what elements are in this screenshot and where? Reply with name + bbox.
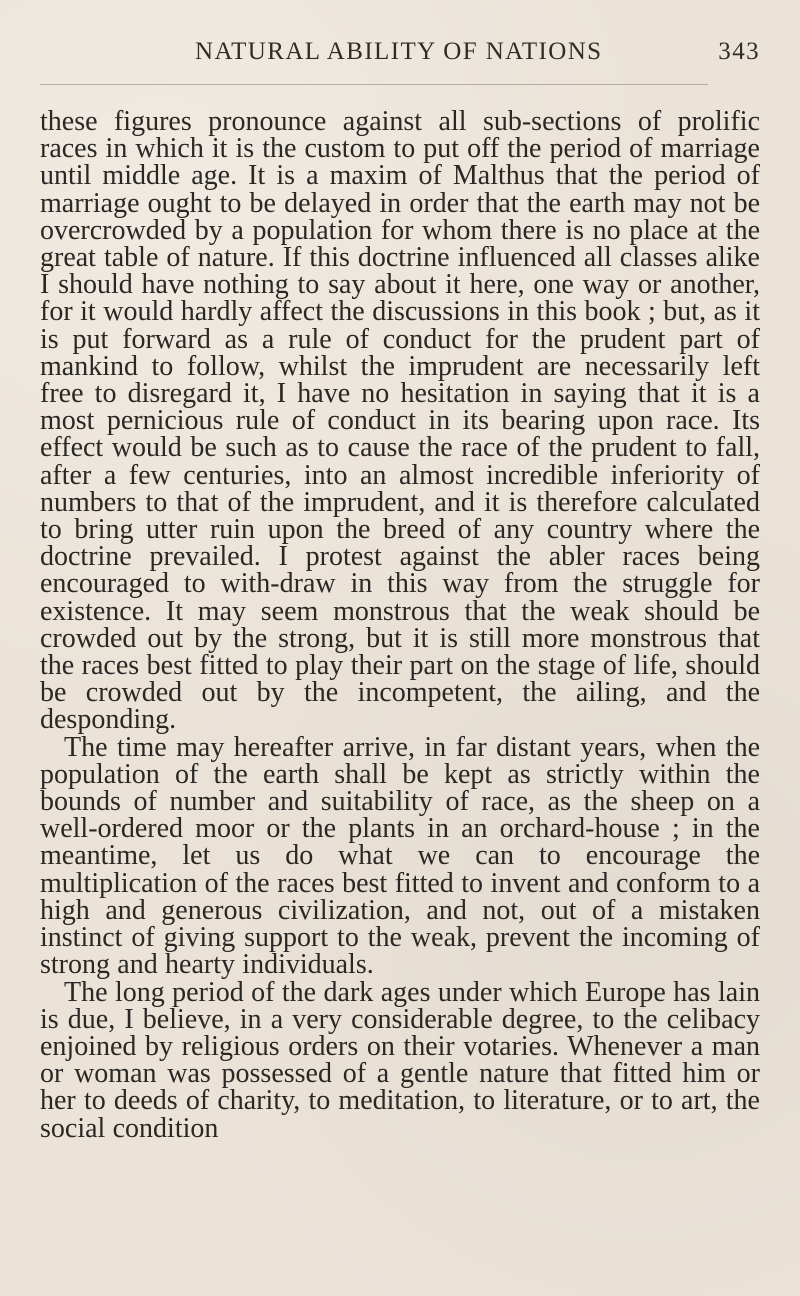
body-text	[40, 108, 760, 1142]
paragraph-future-population: The time may hereafter arrive, in far distant years, when the population of the earth shall be kept as strictly within the bounds of number and suitability of race, as the sheep on a well-ordered moor or the plants in an orchard-house ; in the meantime, let us do what we can to encourage the multiplication of the races best fitted to invent and conform to a high and generous civilization, and not, out of a mistaken instinct of giving support to the weak, prevent the incoming of strong and hearty individuals.	[40, 731, 760, 981]
paragraph-dark-ages: The long period of the dark ages under which Europe has lain is due, I believe, in a very considerable degree, to the celibacy enjoined by religious orders on their votaries. Whenever a man or woman was possessed of a gentle nature that fitted him or her to deeds of charity, to meditation, to literature, or to art, the social condition	[40, 976, 760, 1144]
paragraph-continued: these figures pronounce against all sub-sections of prolific races in which it is the custom to put off the period of marriage until middle age. It is a maxim of Malthus that the period of marriage ought to be delayed in order that the earth may not be overcrowded by a population for whom there is no place at the great table of nature. If this doctrine influenced all classes alike I should have nothing to say about it here, one way or another, for it would hardly affect the discussions in this book ; but, as it is put forward as a rule of conduct for the prudent part of mankind to follow, whilst the imprudent are necessarily left free to disregard it, I have no hesitation in saying that it is a most pernicious rule of conduct in its bearing upon race. Its effect would be such as to cause the race of the prudent to fall, after a few centuries, into an almost incredible inferiority of numbers to that of the imprudent, and it is therefore calculated to bring utter ruin upon the breed of any country where the doctrine prevailed. I protest against the abler races being encouraged to with-draw in this way from the struggle for existence. It may seem monstrous that the weak should be crowded out by the strong, but it is still more monstrous that the races best fitted to play their part on the stage of life, should be crowded out by the incompetent, the ailing, and the desponding.	[40, 106, 760, 736]
header-rule	[40, 84, 708, 85]
running-head	[40, 38, 760, 74]
page-number: 343	[718, 38, 760, 65]
running-title: NATURAL ABILITY OF NATIONS	[195, 38, 603, 65]
